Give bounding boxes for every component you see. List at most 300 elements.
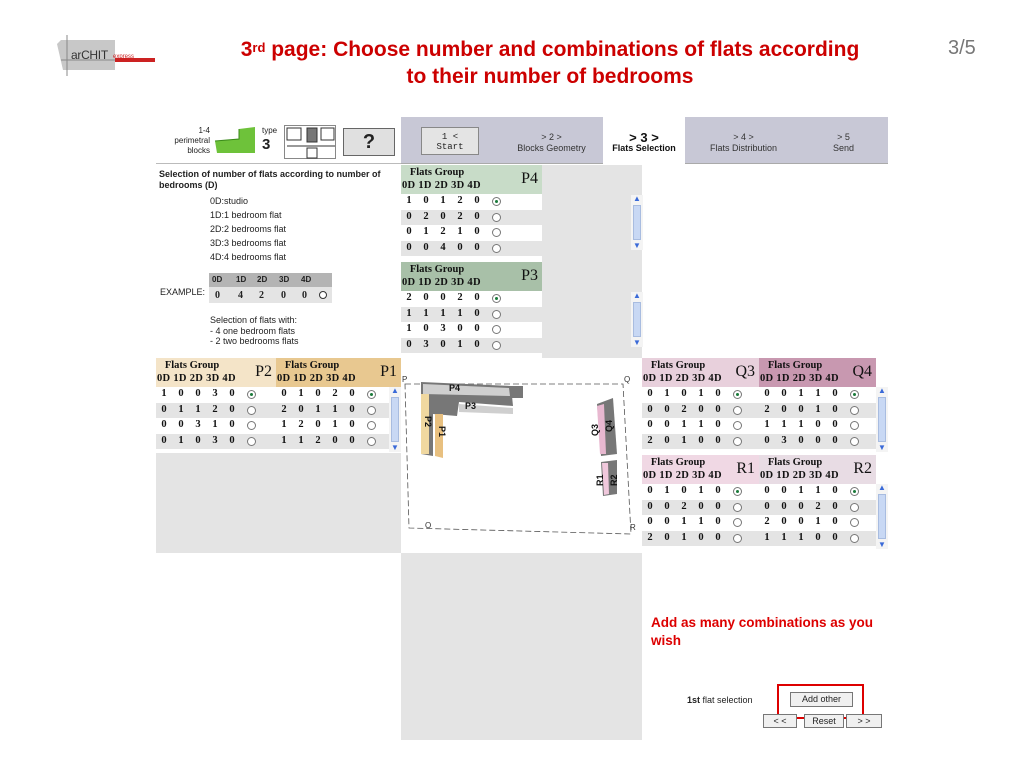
group-cell: 3 <box>781 434 787 446</box>
group-cell: 1 <box>698 485 704 496</box>
row-radio[interactable] <box>733 390 742 399</box>
group-cell: 0 <box>832 485 838 496</box>
group-cell: 1 <box>423 226 429 237</box>
group-cell: 2 <box>281 403 287 415</box>
row-radio[interactable] <box>733 503 742 512</box>
row-radio[interactable] <box>850 390 859 399</box>
group-row[interactable] <box>759 531 876 547</box>
block-plan-thumbnail[interactable] <box>284 125 336 159</box>
scroll-down-icon[interactable]: ▼ <box>878 443 886 452</box>
group-cell: 1 <box>664 485 670 496</box>
group-cell: 0 <box>161 434 167 446</box>
group-cell: 0 <box>832 516 838 527</box>
site-plan <box>401 358 642 553</box>
type-value: 3 <box>262 136 271 153</box>
scroll-down-icon[interactable]: ▼ <box>633 338 641 347</box>
group-cell: 0 <box>681 388 687 399</box>
row-radio[interactable] <box>850 421 859 430</box>
group-cell: 0 <box>647 485 653 496</box>
group-cell: 2 <box>647 531 653 543</box>
group-columns: 0D 1D 2D 3D 4D <box>760 470 839 481</box>
group-cell: 1 <box>815 485 821 496</box>
group-cell: 0 <box>423 292 429 303</box>
annotation-text: Add as many combinations as you wish <box>651 615 874 648</box>
group-cell: 0 <box>815 434 821 446</box>
group-cell: 0 <box>349 434 355 446</box>
nav-tab-flats-distribution[interactable]: > 4 > Flats Distribution <box>709 132 778 153</box>
plan-label-r1: R1 <box>595 474 605 486</box>
row-radio[interactable] <box>492 325 501 334</box>
scroll-up-icon[interactable]: ▲ <box>878 483 886 492</box>
legend-item-3d: 3D:3 bedrooms flat <box>210 238 287 248</box>
group-row-partial <box>156 449 276 453</box>
group-cell: 1 <box>406 195 412 206</box>
plan-label-p4: P4 <box>449 383 461 393</box>
group-cell: 1 <box>332 419 338 430</box>
legend-panel <box>156 165 401 358</box>
group-columns: 0D 1D 2D 3D 4D <box>643 470 722 481</box>
group-cell: 0 <box>457 241 463 253</box>
group-title: Flats Group <box>284 360 340 371</box>
group-cell: 0 <box>798 500 804 512</box>
group-row-partial <box>759 449 876 454</box>
slide-page-number: 3/5 <box>948 37 976 59</box>
group-cell: 0 <box>178 419 184 430</box>
row-radio[interactable] <box>367 421 376 430</box>
group-columns: 0D 1D 2D 3D 4D <box>157 373 236 384</box>
group-cell: 0 <box>664 531 670 543</box>
scroll-thumb[interactable] <box>878 397 886 442</box>
group-row[interactable] <box>276 418 401 434</box>
group-cell: 3 <box>195 419 201 430</box>
flats-group-header <box>642 358 759 387</box>
group-cell: 1 <box>440 307 446 319</box>
group-rows <box>401 291 542 358</box>
flats-group-q4 <box>759 358 876 454</box>
group-rows <box>642 484 759 553</box>
group-cell: 1 <box>681 516 687 527</box>
scroll-thumb[interactable] <box>633 302 641 337</box>
row-radio[interactable] <box>492 341 501 350</box>
group-row[interactable] <box>642 418 759 434</box>
group-cell: 0 <box>832 419 838 430</box>
group-cell: 0 <box>715 531 721 543</box>
group-cell: 0 <box>457 323 463 334</box>
group-row[interactable] <box>276 403 401 419</box>
row-radio[interactable] <box>492 213 501 222</box>
group-cell: 1 <box>406 323 412 334</box>
group-cell: 1 <box>195 403 201 415</box>
group-cell: 1 <box>281 419 287 430</box>
row-radio[interactable] <box>247 390 256 399</box>
group-cell: 4 <box>440 241 446 253</box>
scroll-up-icon[interactable]: ▲ <box>878 386 886 395</box>
group-id: P1 <box>380 363 397 380</box>
logo-subtext: express <box>113 54 135 60</box>
flats-group-p3 <box>401 262 542 358</box>
group-cell: 0 <box>474 226 480 237</box>
group-cell: 1 <box>423 307 429 319</box>
group-title: Flats Group <box>650 360 706 371</box>
upper-scroll-panel <box>542 165 642 358</box>
row-radio[interactable] <box>492 197 501 206</box>
flats-group-header <box>276 358 401 387</box>
group-cell: 1 <box>698 419 704 430</box>
group-cell: 0 <box>698 500 704 512</box>
group-cell: 2 <box>457 195 463 206</box>
group-cell: 1 <box>798 419 804 430</box>
row-radio[interactable] <box>367 406 376 415</box>
group-cell: 0 <box>349 403 355 415</box>
flats-group-r1 <box>642 455 759 553</box>
group-cell: 0 <box>298 403 304 415</box>
group-cell: 0 <box>423 195 429 206</box>
group-row[interactable] <box>401 338 542 354</box>
flats-group-q3 <box>642 358 759 454</box>
example-explanation: Selection of flats with: - 4 one bedroom flats - 2 two bedrooms flats <box>210 315 299 346</box>
prev-button[interactable]: < < <box>763 714 797 728</box>
group-cell: 0 <box>161 419 167 430</box>
group-cell: 1 <box>298 434 304 446</box>
group-row[interactable] <box>642 403 759 419</box>
group-scrollbar[interactable] <box>389 387 401 452</box>
group-row[interactable] <box>156 434 276 450</box>
group-cell: 1 <box>457 307 463 319</box>
group-cell: 2 <box>681 403 687 415</box>
group-row[interactable] <box>642 434 759 450</box>
group-cell: 0 <box>798 516 804 527</box>
group-title: Flats Group <box>164 360 220 371</box>
group-cell: 0 <box>229 388 235 399</box>
group-cell: 0 <box>178 388 184 399</box>
group-cell: 0 <box>195 388 201 399</box>
group-row-partial <box>759 546 876 553</box>
plan-corner-r: R <box>630 523 636 532</box>
flats-group-r2 <box>759 455 876 553</box>
row-radio[interactable] <box>367 437 376 446</box>
group-cell: 0 <box>715 485 721 496</box>
scroll-thumb[interactable] <box>878 494 886 539</box>
group-cell: 1 <box>698 516 704 527</box>
row-radio[interactable] <box>492 294 501 303</box>
group-cell: 0 <box>781 388 787 399</box>
app-window <box>156 117 888 740</box>
group-title: Flats Group <box>767 360 823 371</box>
group-cell: 1 <box>178 403 184 415</box>
group-cell: 0 <box>781 403 787 415</box>
group-cell: 0 <box>229 419 235 430</box>
legend-item-0d: 0D:studio <box>210 196 249 206</box>
group-row[interactable] <box>759 387 876 403</box>
group-cell: 1 <box>457 226 463 237</box>
group-cell: 0 <box>715 434 721 446</box>
plan-corner-q: Q <box>624 375 631 384</box>
group-cell: 0 <box>698 434 704 446</box>
group-id: Q4 <box>852 363 872 380</box>
group-cell: 1 <box>161 388 167 399</box>
logo-text: arCHIT <box>71 48 108 62</box>
block-type-icon[interactable] <box>213 125 258 155</box>
group-cell: 0 <box>715 388 721 399</box>
plan-corner-o: O <box>425 521 432 530</box>
plan-label-p3: P3 <box>465 401 477 411</box>
group-row[interactable] <box>401 322 542 338</box>
group-row[interactable] <box>401 194 542 210</box>
group-cell: 0 <box>698 531 704 543</box>
group-cell: 0 <box>781 500 787 512</box>
group-cell: 0 <box>664 434 670 446</box>
group-cell: 1 <box>781 531 787 543</box>
nav-tab-send[interactable]: > 5 Send <box>832 132 855 153</box>
row-radio[interactable] <box>492 310 501 319</box>
row-radio[interactable] <box>247 437 256 446</box>
header-type-panel <box>156 117 401 164</box>
nav-start-button[interactable]: 1 < Start <box>421 127 479 155</box>
group-cell: 1 <box>798 485 804 496</box>
group-cell: 1 <box>315 403 321 415</box>
group-cell: 1 <box>440 195 446 206</box>
group-cell: 0 <box>647 388 653 399</box>
legend-item-2d: 2D:2 bedrooms flat <box>210 224 287 234</box>
group-scrollbar[interactable] <box>631 195 643 250</box>
bottom-middle-grey <box>401 553 642 740</box>
group-cell: 0 <box>474 195 480 206</box>
slide-title: 3rd page: Choose number and combinations of flats according to their number of bedrooms <box>240 38 860 88</box>
selection-counter: 1st flat selection <box>687 695 753 705</box>
group-cell: 0 <box>474 307 480 319</box>
group-row[interactable] <box>759 515 876 531</box>
group-cell: 2 <box>457 292 463 303</box>
group-cell: 0 <box>349 388 355 399</box>
group-row[interactable] <box>642 515 759 531</box>
scroll-down-icon[interactable]: ▼ <box>633 241 641 250</box>
group-cell: 0 <box>798 434 804 446</box>
flats-group-header <box>759 455 876 484</box>
plan-label-p2: P2 <box>423 416 433 428</box>
plan-label-q3: Q3 <box>590 423 600 436</box>
row-radio[interactable] <box>850 534 859 543</box>
group-cell: 2 <box>406 292 412 303</box>
group-cell: 1 <box>781 419 787 430</box>
group-cell: 2 <box>298 419 304 430</box>
group-cell: 0 <box>832 531 838 543</box>
group-row[interactable] <box>759 403 876 419</box>
group-row[interactable] <box>156 418 276 434</box>
group-cell: 0 <box>815 419 821 430</box>
group-row[interactable] <box>401 225 542 241</box>
group-cell: 3 <box>423 338 429 350</box>
group-cell: 2 <box>212 403 218 415</box>
group-cell: 1 <box>332 403 338 415</box>
row-radio[interactable] <box>733 406 742 415</box>
group-cell: 2 <box>815 500 821 512</box>
group-cell: 0 <box>406 226 412 237</box>
row-radio[interactable] <box>733 421 742 430</box>
group-id: P4 <box>521 170 538 187</box>
group-cell: 0 <box>406 210 412 222</box>
group-cell: 0 <box>664 516 670 527</box>
group-title: Flats Group <box>409 167 465 178</box>
group-cell: 2 <box>440 226 446 237</box>
group-cell: 0 <box>315 388 321 399</box>
group-row[interactable] <box>156 403 276 419</box>
group-cell: 2 <box>764 403 770 415</box>
group-row-partial <box>642 546 759 553</box>
group-cell: 1 <box>298 388 304 399</box>
help-button[interactable]: ? <box>343 128 395 156</box>
group-cell: 0 <box>474 241 480 253</box>
group-row[interactable] <box>642 500 759 516</box>
group-cell: 0 <box>664 403 670 415</box>
example-radio <box>319 291 327 299</box>
group-scrollbar[interactable] <box>876 484 888 549</box>
reset-button[interactable]: Reset <box>804 714 844 728</box>
row-radio[interactable] <box>492 228 501 237</box>
group-rows <box>401 194 542 261</box>
legend-item-4d: 4D:4 bedrooms flat <box>210 252 287 262</box>
group-cell: 0 <box>229 403 235 415</box>
group-row[interactable] <box>759 500 876 516</box>
group-cell: 0 <box>832 500 838 512</box>
row-radio[interactable] <box>850 487 859 496</box>
group-columns: 0D 1D 2D 3D 4D <box>402 180 481 191</box>
group-cell: 0 <box>764 388 770 399</box>
type-info: 1-4 perimetral blocks <box>174 126 210 155</box>
group-row-partial <box>401 256 542 261</box>
group-cell: 0 <box>406 338 412 350</box>
group-id: R1 <box>736 460 755 477</box>
group-row[interactable] <box>759 418 876 434</box>
nav-tab-flats-selection[interactable]: > 3 > Flats Selection <box>603 117 685 164</box>
group-cell: 1 <box>406 307 412 319</box>
row-radio[interactable] <box>247 421 256 430</box>
flats-group-header <box>401 165 542 194</box>
wizard-nav <box>401 117 888 164</box>
next-button[interactable]: > > <box>846 714 882 728</box>
group-row[interactable] <box>156 387 276 403</box>
row-radio[interactable] <box>492 244 501 253</box>
group-cell: 1 <box>178 434 184 446</box>
add-other-button[interactable]: Add other <box>790 692 853 707</box>
row-radio[interactable] <box>850 518 859 527</box>
group-scrollbar[interactable] <box>876 387 888 452</box>
group-cell: 1 <box>212 419 218 430</box>
row-radio[interactable] <box>733 518 742 527</box>
row-radio[interactable] <box>367 390 376 399</box>
group-row[interactable] <box>759 434 876 450</box>
group-cell: 3 <box>440 323 446 334</box>
group-cell: 3 <box>212 434 218 446</box>
scroll-up-icon[interactable]: ▲ <box>633 194 641 203</box>
row-radio[interactable] <box>850 437 859 446</box>
scroll-thumb[interactable] <box>633 205 641 240</box>
group-cell: 1 <box>798 388 804 399</box>
group-cell: 2 <box>457 210 463 222</box>
group-cell: 0 <box>764 434 770 446</box>
group-cell: 1 <box>681 419 687 430</box>
group-cell: 2 <box>423 210 429 222</box>
group-cell: 0 <box>764 485 770 496</box>
group-cell: 0 <box>815 531 821 543</box>
group-row[interactable] <box>276 387 401 403</box>
group-row[interactable] <box>401 241 542 257</box>
group-cell: 0 <box>474 338 480 350</box>
row-radio[interactable] <box>850 503 859 512</box>
row-radio[interactable] <box>733 534 742 543</box>
group-cell: 2 <box>681 500 687 512</box>
group-cell: 0 <box>281 388 287 399</box>
scroll-up-icon[interactable]: ▲ <box>633 291 641 300</box>
scroll-thumb[interactable] <box>391 397 399 442</box>
group-cell: 1 <box>815 516 821 527</box>
group-id: Q3 <box>735 363 755 380</box>
group-row[interactable] <box>401 210 542 226</box>
group-row-partial <box>642 449 759 454</box>
group-columns: 0D 1D 2D 3D 4D <box>402 277 481 288</box>
group-cell: 0 <box>698 403 704 415</box>
group-cell: 0 <box>781 485 787 496</box>
example-label: EXAMPLE: <box>160 287 206 297</box>
type-label: type <box>262 126 278 135</box>
group-cell: 0 <box>423 241 429 253</box>
group-cell: 1 <box>764 419 770 430</box>
group-row[interactable] <box>401 291 542 307</box>
group-columns: 0D 1D 2D 3D 4D <box>277 373 356 384</box>
example-header-row: 0D 1D 2D 3D 4D <box>209 273 332 287</box>
row-radio[interactable] <box>733 437 742 446</box>
group-cell: 1 <box>281 434 287 446</box>
scroll-down-icon[interactable]: ▼ <box>391 443 399 452</box>
group-cell: 0 <box>474 210 480 222</box>
group-cell: 0 <box>440 210 446 222</box>
group-cell: 2 <box>332 388 338 399</box>
group-cell: 0 <box>647 500 653 512</box>
scroll-up-icon[interactable]: ▲ <box>391 386 399 395</box>
group-cell: 1 <box>815 388 821 399</box>
group-row[interactable] <box>642 531 759 547</box>
group-row-partial <box>401 353 542 358</box>
group-cell: 0 <box>681 485 687 496</box>
flats-group-header <box>401 262 542 291</box>
group-cell: 1 <box>457 338 463 350</box>
group-cell: 0 <box>315 419 321 430</box>
group-row[interactable] <box>642 387 759 403</box>
row-radio[interactable] <box>850 406 859 415</box>
group-row[interactable] <box>401 307 542 323</box>
scroll-down-icon[interactable]: ▼ <box>878 540 886 549</box>
flats-group-header <box>156 358 276 387</box>
nav-tab-blocks-geometry[interactable]: > 2 > Blocks Geometry <box>517 132 586 153</box>
group-rows <box>642 387 759 454</box>
legend-title: Selection of number of flats according to number of bedrooms (D) <box>159 169 381 190</box>
group-cell: 0 <box>647 419 653 430</box>
group-scrollbar[interactable] <box>631 292 643 347</box>
group-cell: 0 <box>195 434 201 446</box>
architexpress-logo <box>53 30 156 82</box>
group-cell: 0 <box>161 403 167 415</box>
group-row[interactable] <box>642 484 759 500</box>
group-cell: 0 <box>229 434 235 446</box>
row-radio[interactable] <box>733 487 742 496</box>
group-cell: 0 <box>715 403 721 415</box>
flats-group-header <box>759 358 876 387</box>
group-row[interactable] <box>276 434 401 450</box>
group-cell: 2 <box>315 434 321 446</box>
group-cell: 2 <box>764 516 770 527</box>
group-row[interactable] <box>759 484 876 500</box>
row-radio[interactable] <box>247 406 256 415</box>
group-cell: 0 <box>423 323 429 334</box>
